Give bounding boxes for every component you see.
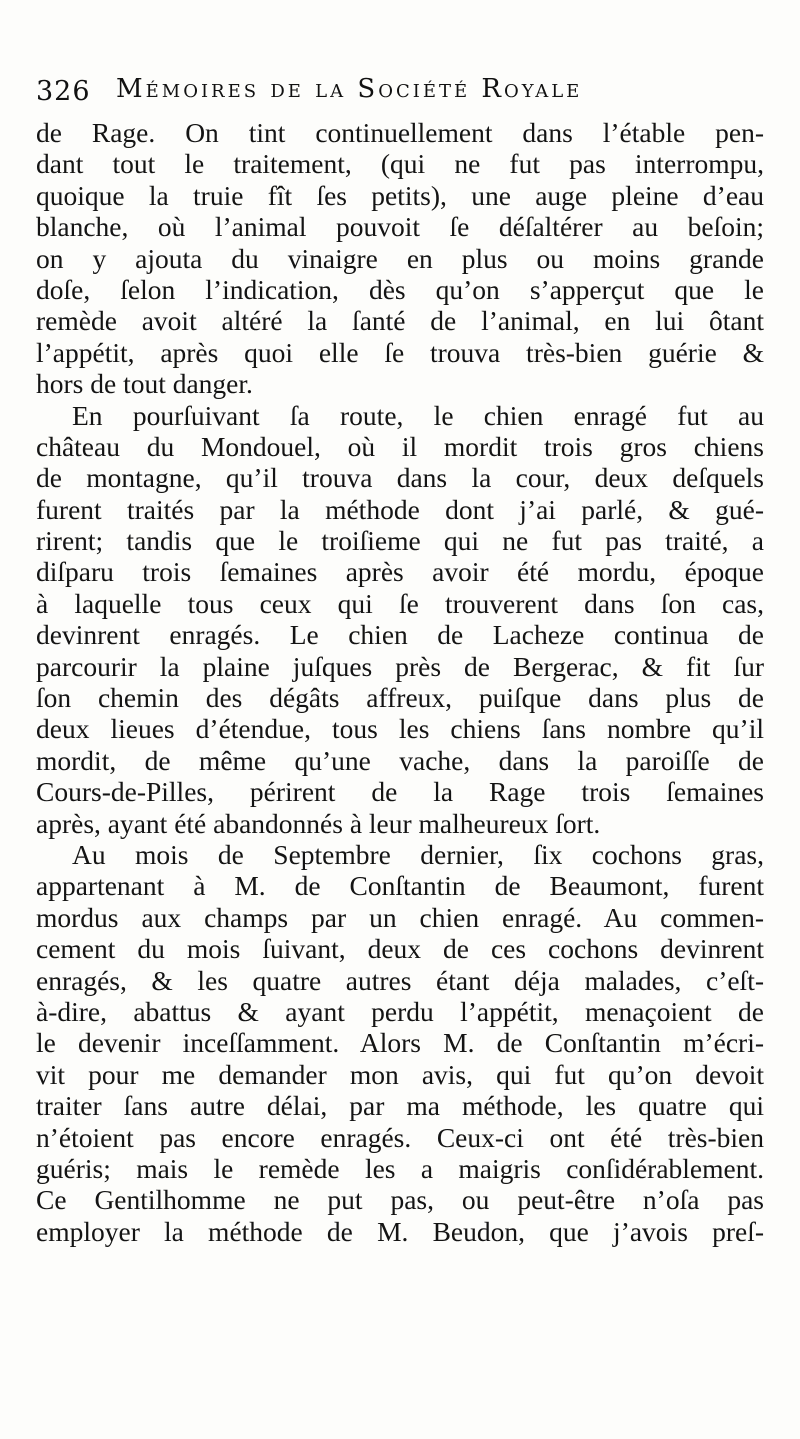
text-line: de Rage. On tint continuellement dans l’étable pen- — [36, 117, 764, 148]
text-line: diſparu trois ſemaines après avoir été mordu, époque — [36, 556, 764, 588]
text-line: deux lieues d’étendue, tous les chiens ſans nombre qu’il — [36, 713, 764, 745]
text-line: à-dire, abattus & ayant perdu l’appétit, menaçoient de — [36, 995, 764, 1027]
text-line: appartenant à M. de Conſtantin de Beaumont, furent — [36, 870, 764, 902]
text-line: mordit, de même qu’une vache, dans la paroiſſe de — [36, 744, 764, 776]
text-line: traiter ſans autre délai, par ma méthode, les quatre qui — [36, 1090, 764, 1122]
text-line: mordus aux champs par un chien enragé. Au commen- — [36, 901, 764, 933]
text-line: blanche, où l’animal pouvoit ſe déſaltérer au beſoin; — [36, 211, 764, 243]
text-line: on y ajouta du vinaigre en plus ou moins grande — [36, 242, 764, 274]
text-line: guéris; mais le remède les a maigris conſidérablement. — [36, 1152, 764, 1184]
paragraph-start-line: Au mois de Septembre dernier, ſix cochons gras, — [72, 838, 764, 870]
text-line: furent traités par la méthode dont j’ai parlé, & gué- — [36, 493, 764, 525]
text-line: le devenir inceſſamment. Alors M. de Conſtantin m’écri- — [36, 1027, 764, 1059]
text-line: quoique la truie fît ſes petits), une auge pleine d’eau — [36, 179, 764, 211]
text-line: château du Mondouel, où il mordit trois gros chiens — [36, 430, 764, 462]
text-line: hors de tout danger. — [36, 368, 253, 400]
text-line: vit pour me demander mon avis, qui fut qu’on devoit — [36, 1058, 764, 1090]
text-line: rirent; tandis que le troiſieme qui ne fut pas traité, a — [36, 525, 764, 557]
text-line: devinrent enragés. Le chien de Lacheze continua de — [36, 619, 764, 651]
text-line: l’appétit, après quoi elle ſe trouva très-bien guérie & — [36, 336, 764, 368]
text-line: cement du mois ſuivant, deux de ces cochons devinrent — [36, 933, 764, 965]
text-line: dant tout le traitement, (qui ne fut pas interrompu, — [36, 148, 764, 180]
text-line: Ce Gentilhomme ne put pas, ou peut-être n’oſa pas — [36, 1184, 764, 1216]
text-line: remède avoit altéré la ſanté de l’animal, en lui ôtant — [36, 305, 764, 337]
body-text — [36, 117, 764, 1247]
text-line: doſe, ſelon l’indication, dès qu’on s’apperçut que le — [36, 273, 764, 305]
paragraph-start-line: En pourſuivant ſa route, le chien enragé fut au — [72, 399, 764, 431]
text-line: employer la méthode de M. Beudon, que j’avois preſ- — [36, 1215, 764, 1247]
text-line: parcourir la plaine juſques près de Bergerac, & fit ſur — [36, 650, 764, 682]
text-line: ſon chemin des dégâts affreux, puiſque dans plus de — [36, 682, 764, 714]
page-number: 326 — [36, 76, 91, 107]
running-head: Mémoires de la Société Royale — [116, 74, 583, 104]
text-line: à laquelle tous ceux qui ſe trouverent dans ſon cas, — [36, 587, 764, 619]
text-line: n’étoient pas encore enragés. Ceux-ci ont été très-bien — [36, 1121, 764, 1153]
text-line: enragés, & les quatre autres étant déja malades, c’eſt- — [36, 964, 764, 996]
text-line: Cours-de-Pilles, périrent de la Rage trois ſemaines — [36, 776, 764, 808]
page-header — [36, 74, 776, 114]
text-line: de montagne, qu’il trouva dans la cour, deux deſquels — [36, 462, 764, 494]
text-line: après, ayant été abandonnés à leur malheureux ſort. — [36, 807, 601, 839]
